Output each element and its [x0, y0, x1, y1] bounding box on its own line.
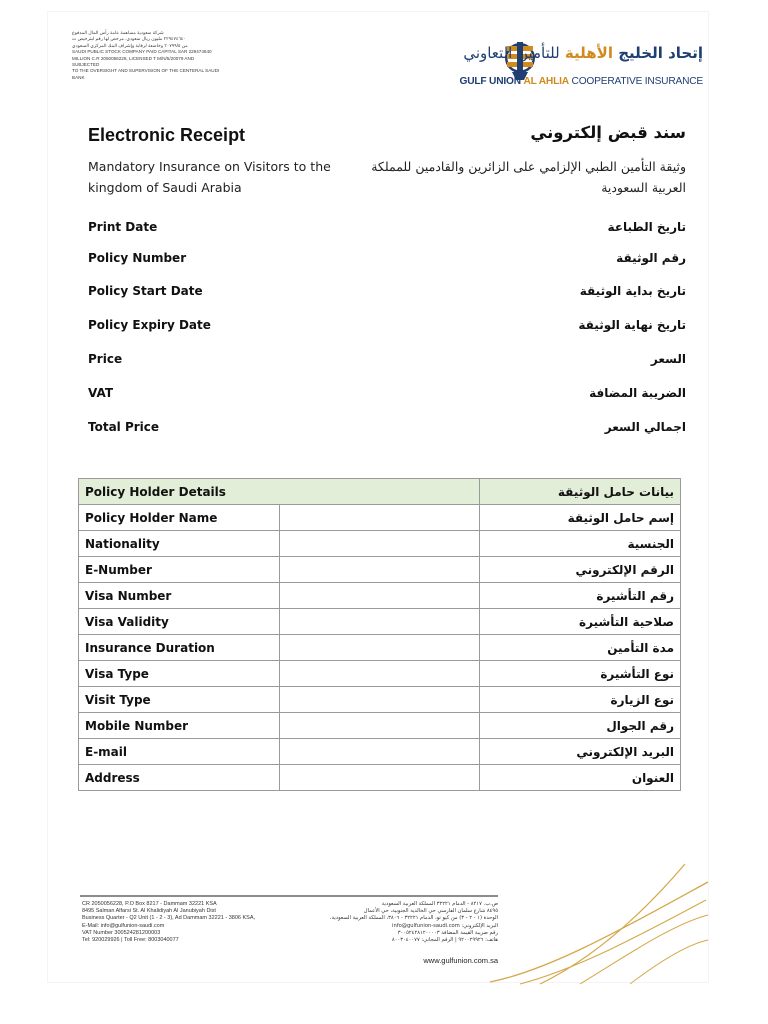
footer-line: VAT Number 300524281200003 [82, 929, 161, 936]
row-label: Visa Validity [79, 609, 280, 635]
registration-en-line: TO THE OVERSIGHT AND SUPERVISION OF THE CENTERAL SAUDI BANK [72, 68, 220, 80]
field-label: Policy Start Date [88, 284, 203, 298]
row-label-ar: رقم التأشيرة [480, 583, 681, 609]
footer-line-ar: رقم ضريبة القيمة المضافة ٣٠٠٥٢٤٢٨١٢٠٠٠٠٣ [397, 929, 498, 936]
row-value [279, 713, 480, 739]
field-label-ar: السعر [650, 352, 686, 366]
registration-ar-line: شركة سعودية مساهمة عامة رأس المال المدفوع [72, 30, 164, 35]
row-value [279, 739, 480, 765]
field-label-ar: اجمالي السعر [604, 420, 686, 434]
field-print-date [88, 220, 686, 240]
company-registration-text [72, 30, 222, 81]
footer-line-ar: ٨٤٩٥ شارع سلمان الفارسي حي الخالدية الجنوبية، حي الأعمال [363, 908, 498, 915]
table-row [79, 713, 681, 739]
footer-line-ar: البريد الإلكتروني: info@gulfunion-saudi.com [392, 922, 498, 929]
table-row [79, 687, 681, 713]
page-title-ar: سند قبض إلكتروني [530, 123, 686, 142]
policy-holder-table [78, 478, 681, 791]
table-row [79, 531, 681, 557]
logo-ar-main: إتحاد الخليج [618, 44, 703, 62]
field-label: Policy Number [88, 251, 187, 265]
table-row [79, 765, 681, 791]
row-value [279, 765, 480, 791]
logo-english-name [459, 76, 703, 87]
field-label-ar: تاريخ الطباعة [607, 220, 686, 234]
row-value [279, 531, 480, 557]
decorative-swoosh-icon [480, 860, 710, 985]
table-row [79, 557, 681, 583]
field-price [88, 352, 686, 372]
row-value [279, 609, 480, 635]
logo-ar-rest: للتأمين التعاوني [463, 44, 560, 62]
field-label: Print Date [88, 220, 158, 234]
row-value [279, 687, 480, 713]
table-row [79, 583, 681, 609]
table-row [79, 505, 681, 531]
row-label: Address [79, 765, 280, 791]
row-label: Policy Holder Name [79, 505, 280, 531]
row-value [279, 557, 480, 583]
field-total-price [88, 420, 686, 440]
logo-en-accent: AL AHLIA [523, 76, 569, 87]
row-value [279, 635, 480, 661]
row-label-ar: مدة التأمين [480, 635, 681, 661]
field-label: Total Price [88, 420, 160, 434]
row-label: Insurance Duration [79, 635, 280, 661]
footer-address-en [82, 901, 322, 944]
logo-en-main: GULF UNION [459, 76, 521, 87]
row-label-ar: إسم حامل الوثيقة [480, 505, 681, 531]
footer-divider [80, 895, 498, 897]
footer-address-ar [290, 901, 498, 944]
row-label-ar: رقم الجوال [480, 713, 681, 739]
row-label: E-Number [79, 557, 280, 583]
registration-en-line: MILLION C.R 2050056228, LICENSED T M/N/5/20079 AND SUBJECTED [72, 55, 195, 68]
row-value [279, 583, 480, 609]
row-label: Mobile Number [79, 713, 280, 739]
field-vat [88, 386, 686, 406]
table-row [79, 661, 681, 687]
row-label: Visit Type [79, 687, 280, 713]
table-row [79, 635, 681, 661]
row-label: Visa Number [79, 583, 280, 609]
field-policy-number [88, 251, 686, 271]
logo-arabic-name [463, 44, 703, 62]
footer-line-ar: ص.ب. ٨٢١٧ - الدمام ٣٢٢٢١ المملكة العربية السعودية [381, 901, 498, 907]
row-label-ar: البريد الإلكتروني [480, 739, 681, 765]
registration-en-line: SAUDI PUBLIC STOCK COMPANY PAID CAPITAL SAR 229474640 [72, 49, 212, 55]
field-label-ar: الضريبة المضافة [589, 386, 686, 400]
footer-line: CR 2050056228, P.O Box 8217 - Dammam 32221 KSA [82, 901, 217, 907]
row-label: Visa Type [79, 661, 280, 687]
logo-en-rest: COOPERATIVE INSURANCE [571, 76, 703, 87]
page-subtitle: Mandatory Insurance on Visitors to the kingdom of Saudi Arabia [88, 159, 331, 195]
footer-line-ar: الوحدة (١ - ٢ - ٣) من كيو تو، الدمام ٣٢٢٢١ - ٣٨٠٦، المملكة العربية السعودية، [329, 915, 498, 922]
row-label-ar: الرقم الإلكتروني [480, 557, 681, 583]
row-value [279, 505, 480, 531]
table-header-ar: بيانات حامل الوثيقة [480, 479, 681, 505]
table-header-row [79, 479, 681, 505]
footer-line: 8495 Salman Alfarsi St. Al Khalidiyah Al Janubiyah Dist [82, 908, 216, 915]
field-label-ar: رقم الوثيقة [616, 251, 686, 265]
registration-ar-line: من ٢٠٧٩٩/٥ وخاضعة لرقابة وإشراف البنك المركزي السعودي [72, 42, 188, 48]
field-label: Price [88, 352, 123, 366]
field-policy-expiry-date [88, 318, 686, 338]
footer-line: Tel: 920029926 | Toll Free: 8003040077 [82, 937, 179, 944]
logo-ar-accent: الأهلية [564, 44, 613, 62]
footer-line-ar: هاتف: ٩٢٠٠٢٩٩٢٦ | الرقم المجاني: ٨٠٠٣٠٤٠٠٧٧ [391, 937, 498, 944]
field-label-ar: تاريخ بداية الوثيقة [579, 284, 686, 298]
row-label-ar: صلاحية التأشيرة [480, 609, 681, 635]
field-policy-start-date [88, 284, 686, 304]
row-label-ar: الجنسية [480, 531, 681, 557]
table-row [79, 739, 681, 765]
field-label: Policy Expiry Date [88, 318, 211, 332]
row-label-ar: العنوان [480, 765, 681, 791]
row-label-ar: نوع الزيارة [480, 687, 681, 713]
footer-line: Business Quarter - Q2 Unit (1 - 2 - 3), Ad Dammam 32221 - 3806 KSA, [82, 915, 256, 922]
field-label: VAT [88, 386, 114, 400]
field-label-ar: تاريخ نهاية الوثيقة [578, 318, 686, 332]
row-label: Nationality [79, 531, 280, 557]
page-title: Electronic Receipt [88, 125, 246, 145]
table-row [79, 609, 681, 635]
company-logo [459, 38, 705, 93]
footer-line: E-Mail: info@gulfunion-saudi.com [82, 922, 165, 929]
row-label: E-mail [79, 739, 280, 765]
table-header-en: Policy Holder Details [79, 479, 480, 505]
footer-website-link[interactable]: www.gulfunion.com.sa [423, 956, 498, 965]
row-label-ar: نوع التأشيرة [480, 661, 681, 687]
page-subtitle-ar: وثيقة التأمين الطبي الإلزامي على الزائرين والقادمين للمملكة العربية السعودية [371, 159, 686, 195]
registration-ar-line: ٢٢٩٤٧٤٦٤٠ مليون ريال سعودي. مرخص لها رقم لبترخيص ت [72, 36, 186, 42]
row-value [279, 661, 480, 687]
